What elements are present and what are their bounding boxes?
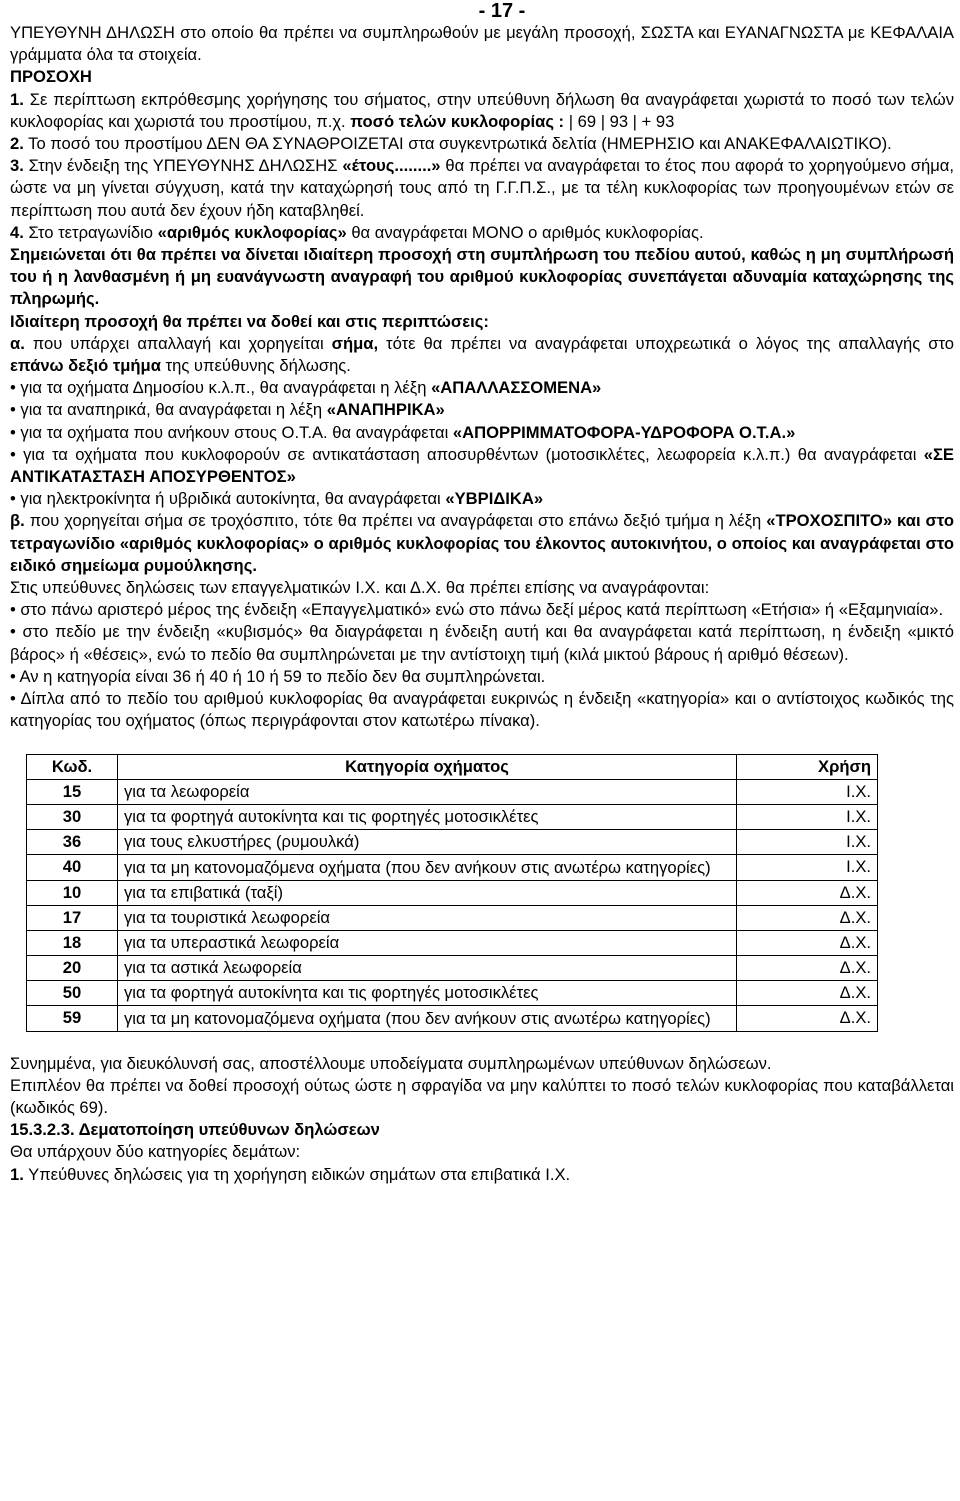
list-item: • Αν η κατηγορία είναι 36 ή 40 ή 10 ή 59 το πεδίο δεν θα συμπληρώνεται. xyxy=(10,666,546,686)
table-row: 40 για τα μη κατονομαζόμενα οχήματα (που δεν ανήκουν στις ανωτέρω κατηγορίες) Ι.Χ. xyxy=(27,854,878,880)
table-row: 15 για τα λεωφορεία Ι.Χ. xyxy=(27,779,878,804)
list-item: • για ηλεκτροκίνητα ή υβριδικά αυτοκίνητα, θα αναγράφεται «ΥΒΡΙΔΙΚΑ» xyxy=(10,489,544,509)
fee-example: | 69 | 93 | + 93 xyxy=(564,111,675,131)
table-row: 17 για τα τουριστικά λεωφορεία Δ.Χ. xyxy=(27,905,878,930)
attention-item-1: 1. Σε περίπτωση εκπρόθεσμης χορήγησης του σήματος, στην υπεύθυνη δήλωση θα αναγράφεται χωριστά το ποσό των τελών κυκλοφορίας και χωριστά του προστίμου, π.χ. ποσό τελών κυκλοφορίας : | 69 | 93 | + 93 xyxy=(10,89,954,131)
list-item: • Δίπλα από το πεδίο του αριθμού κυκλοφορίας θα αναγράφεται ευκρινώς η ένδειξη «κατηγορία» και ο αντίστοιχος κωδικός της κατηγορίας του οχήματος (όπως περιγράφονται στον κατωτέρω πίνακα). xyxy=(10,689,954,731)
page-number: - 17 - xyxy=(478,0,526,22)
important-note: Σημειώνεται ότι θα πρέπει να δίνεται ιδιαίτερη προσοχή στη συμπλήρωση του πεδίου αυτού, καθώς η μη συμπλήρωσή του ή η λανθασμένη ή μη ευανάγνωστη αναγραφή του αριθμού κυκλοφορίας συνεπάγεται αδυναμία καταχώρησης της πληρωμής. xyxy=(10,245,954,309)
table-row: 30 για τα φορτηγά αυτοκίνητα και τις φορτηγές μοτοσικλέτες Ι.Χ. xyxy=(27,804,878,829)
header-use: Χρήση xyxy=(737,754,878,779)
attention-item-2: 2. Το ποσό του προστίμου ΔΕΝ ΘΑ ΣΥΝΑΘΡΟΙΖΕΤΑΙ στα συγκεντρωτικά δελτία (ΗΜΕΡΗΣΙΟ και ΑΝΑΚΕΦΑΛΑΙΩΤΙΚΟ). xyxy=(10,134,892,154)
closing-item-1: 1. Υπεύθυνες δηλώσεις για τη χορήγηση ειδικών σημάτων στα επιβατικά Ι.Χ. xyxy=(10,1164,571,1184)
case-a-paragraph: α. που υπάρχει απαλλαγή και χορηγείται σήμα, τότε θα πρέπει να αναγράφεται υποχρεωτικά ο λόγος της απαλλαγής στο επάνω δεξιό τμήμα της υπεύθυνης δήλωσης. xyxy=(10,333,954,376)
list-item: • για τα οχήματα που ανήκουν στους Ο.Τ.Α. θα αναγράφεται «ΑΠΟΡΡΙΜΜΑΤΟΦΟΡΑ-ΥΔΡΟΦΟΡΑ Ο.Τ.Α.» xyxy=(10,422,796,442)
special-attention-heading: Ιδιαίτερη προσοχή θα πρέπει να δοθεί και στις περιπτώσεις: xyxy=(10,311,489,331)
vehicle-category-table xyxy=(26,754,878,1032)
closing-paragraph-3: Θα υπάρχουν δύο κατηγορίες δεμάτων: xyxy=(10,1142,301,1162)
list-item: • για τα αναπηρικά, θα αναγράφεται η λέξη «ΑΝΑΠΗΡΙΚΑ» xyxy=(10,400,445,420)
table-row: 18 για τα υπεραστικά λεωφορεία Δ.Χ. xyxy=(27,930,878,955)
intro-lead: ΥΠΕΥΘΥΝΗ ΔΗΛΩΣΗ xyxy=(10,23,175,42)
table-header-row xyxy=(27,754,878,779)
table-row: 10 για τα επιβατικά (ταξί) Δ.Χ. xyxy=(27,880,878,905)
professional-intro: Στις υπεύθυνες δηλώσεις των επαγγελματικών Ι.Χ. και Δ.Χ. θα πρέπει επίσης να αναγράφονται: xyxy=(10,578,710,598)
table-row: 20 για τα αστικά λεωφορεία Δ.Χ. xyxy=(27,955,878,980)
table-row: 36 για τους ελκυστήρες (ρυμουλκά) Ι.Χ. xyxy=(27,829,878,854)
closing-paragraph-1: Συνημμένα, για διευκόλυνσή σας, αποστέλλουμε υποδείγματα συμπληρωμένων υπεύθυνων δηλώσεων. xyxy=(10,1053,772,1073)
list-item: • για τα οχήματα Δημοσίου κ.λ.π., θα αναγράφεται η λέξη «ΑΠΑΛΛΑΣΣΟΜΕΝΑ» xyxy=(10,378,602,398)
intro-text: στο οποίο θα πρέπει να συμπληρωθούν με μεγάλη προσοχή, ΣΩΣΤΑ και ΕΥΑΝΑΓΝΩΣΤΑ με ΚΕΦΑΛΑΙΑ γράμματα όλα τα στοιχεία. xyxy=(10,23,954,65)
attention-heading: ΠΡΟΣΟΧΗ xyxy=(10,67,92,87)
table-row: 59 για τα μη κατονομαζόμενα οχήματα (που δεν ανήκουν στις ανωτέρω κατηγορίες) Δ.Χ. xyxy=(27,1005,878,1031)
attention-item-4: 4. Στο τετραγωνίδιο «αριθμός κυκλοφορίας» θα αναγράφεται ΜΟΝΟ ο αριθμός κυκλοφορίας. xyxy=(10,222,704,242)
document-page xyxy=(10,0,954,1186)
section-heading: 15.3.2.3. Δεματοποίηση υπεύθυνων δηλώσεων xyxy=(10,1120,380,1140)
header-code: Κωδ. xyxy=(27,754,118,779)
list-item: • στο πεδίο με την ένδειξη «κυβισμός» θα διαγράφεται η ένδειξη αυτή και θα αναγράφεται κατά περίπτωση, η ένδειξη «μικτό βάρος» ή «θέσεις», ενώ το πεδίο θα συμπληρώνεται με την αντίστοιχη τιμή (κιλά μικτού βάρους ή αριθμό θέσεων). xyxy=(10,622,954,664)
list-item: • για τα οχήματα που κυκλοφορούν σε αντικατάσταση αποσυρθέντων (μοτοσικλέτες, λεωφορεία κ.λ.π.) θα αναγράφεται «ΣΕ ΑΝΤΙΚΑΤΑΣΤΑΣΗ ΑΠΟΣΥΡΘΕΝΤΟΣ» xyxy=(10,444,954,487)
header-category: Κατηγορία οχήματος xyxy=(118,754,737,779)
closing-paragraph-2: Επιπλέον θα πρέπει να δοθεί προσοχή ούτως ώστε η σφραγίδα να μην καλύπτει το ποσό τελών κυκλοφορίας που καταβάλλεται (κωδικός 69). xyxy=(10,1075,954,1117)
case-b-paragraph: β. που χορηγείται σήμα σε τροχόσπιτο, τότε θα πρέπει να αναγράφεται στο επάνω δεξιό τμήμα η λέξη «ΤΡΟΧΟΣΠΙΤΟ» και στο τετραγωνίδιο «αριθμός κυκλοφορίας» ο αριθμός κυκλοφορίας του έλκοντος αυτοκινήτου, ο οποίος και αναγράφεται στο ειδικό σημείωμα ρυμούλκησης. xyxy=(10,511,954,575)
intro-paragraph xyxy=(10,22,954,66)
table-row: 50 για τα φορτηγά αυτοκίνητα και τις φορτηγές μοτοσικλέτες Δ.Χ. xyxy=(27,980,878,1005)
attention-item-3: 3. Στην ένδειξη της ΥΠΕΥΘΥΝΗΣ ΔΗΛΩΣΗΣ «έτους........» θα πρέπει να αναγράφεται το έτος που αφορά το χορηγούμενο σήμα, ώστε να μη γίνεται σύγχυση, κατά την καταχώρησή τους από τη Γ.Γ.Π.Σ., με τα τέλη κυκλοφορίας των προηγουμένων ετών σε περίπτωση που αυτά δεν έχουν ήδη καταβληθεί. xyxy=(10,156,954,220)
list-item: • στο πάνω αριστερό μέρος της ένδειξη «Επαγγελματικό» ενώ στο πάνω δεξί μέρος κατά περίπτωση «Ετήσια» ή «Εξαμηνιαία». xyxy=(10,600,944,620)
